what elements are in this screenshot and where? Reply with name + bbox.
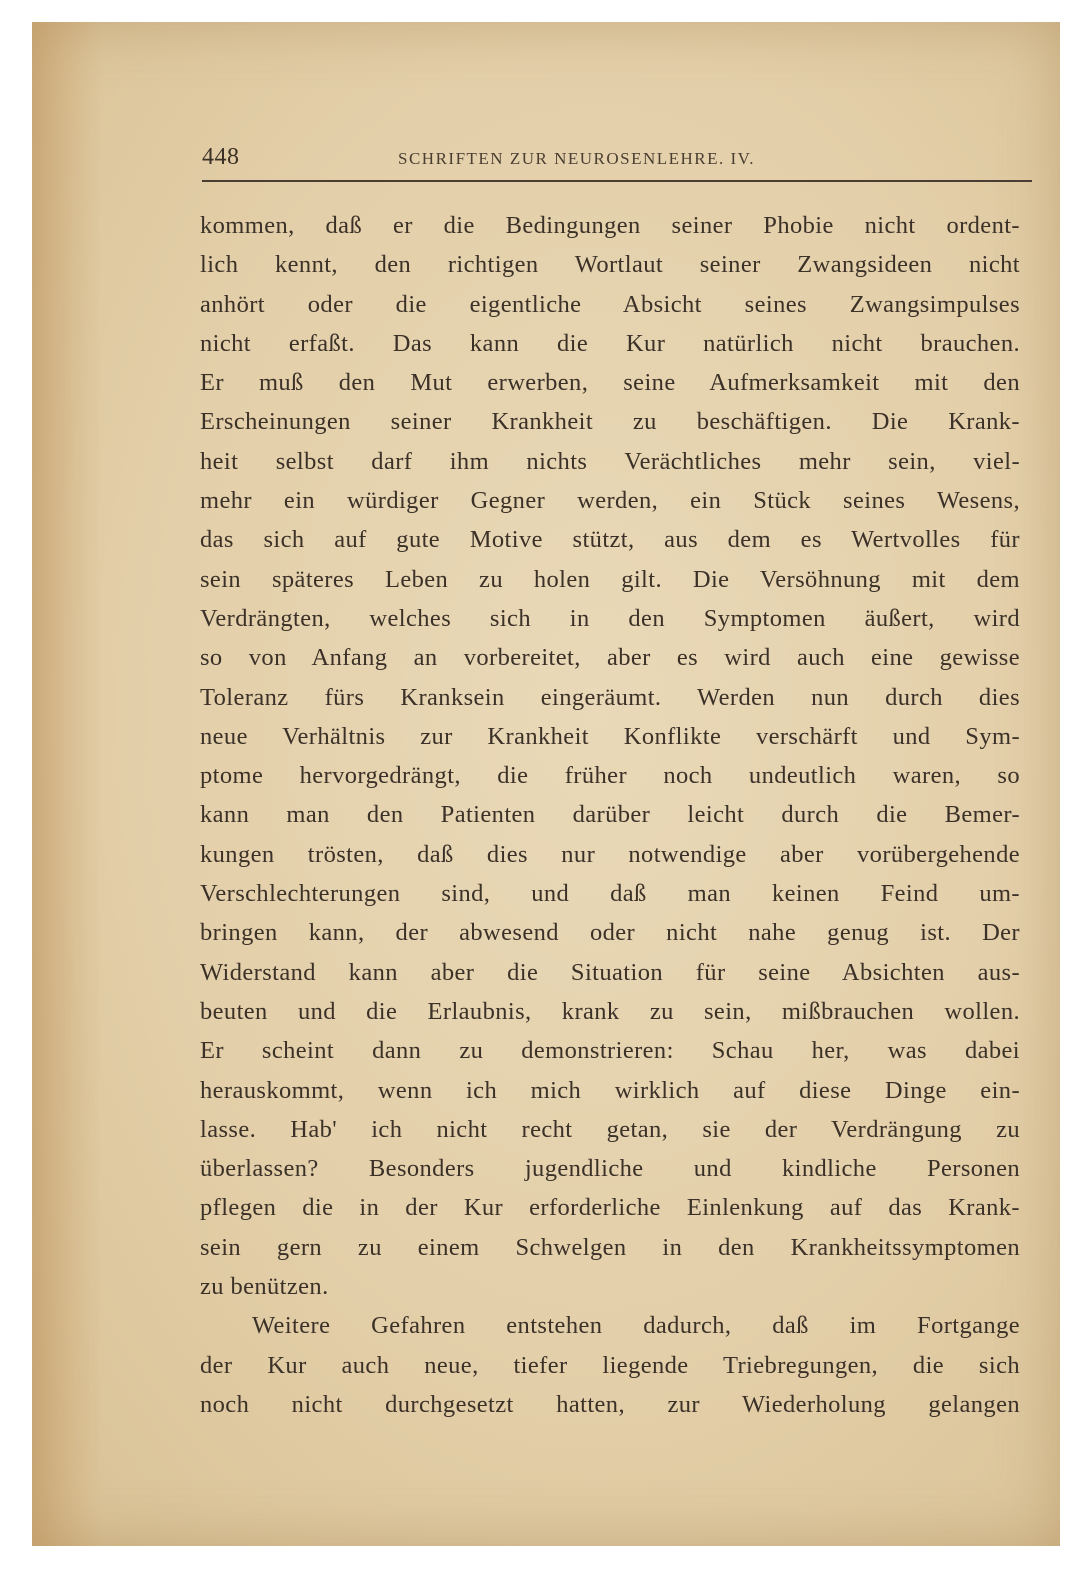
- text-line: sein späteres Leben zu holen gilt. Die Versöhnung mit dem: [200, 565, 1020, 593]
- text-line: das sich auf gute Motive stützt, aus dem es Wertvolles für: [200, 526, 1020, 554]
- text-line: Erscheinungen seiner Krankheit zu beschäftigen. Die Krank-: [200, 408, 1020, 436]
- text-line: anhört oder die eigentliche Absicht seines Zwangsimpulses: [200, 290, 1020, 318]
- text-line: nicht erfaßt. Das kann die Kur natürlich nicht brauchen.: [200, 329, 1020, 357]
- book-page: [32, 22, 1060, 1546]
- text-line: Toleranz fürs Kranksein eingeräumt. Werden nun durch dies: [200, 683, 1020, 711]
- text-line: Er scheint dann zu demonstrieren: Schau her, was dabei: [200, 1037, 1020, 1065]
- text-line: lasse. Hab' ich nicht recht getan, sie der Verdrängung zu: [200, 1115, 1020, 1143]
- text-line: beuten und die Erlaubnis, krank zu sein, mißbrauchen wollen.: [200, 997, 1020, 1025]
- text-line: überlassen? Besonders jugendliche und kindliche Personen: [200, 1155, 1020, 1183]
- text-line: lich kennt, den richtigen Wortlaut seiner Zwangsideen nicht: [200, 251, 1020, 279]
- text-line: mehr ein würdiger Gegner werden, ein Stück seines Wesens,: [200, 487, 1020, 515]
- text-line: Verschlechterungen sind, und daß man keinen Feind um-: [200, 880, 1020, 908]
- paragraph-end-line: zu benützen.: [200, 1273, 329, 1301]
- text-line: kommen, daß er die Bedingungen seiner Phobie nicht ordent-: [200, 212, 1020, 239]
- text-line: bringen kann, der abwesend oder nicht nahe genug ist. Der: [200, 919, 1020, 947]
- text-line: heit selbst darf ihm nichts Verächtliches mehr sein, viel-: [200, 447, 1020, 475]
- text-line: ptome hervorgedrängt, die früher noch undeutlich waren, so: [200, 762, 1020, 790]
- text-line: der Kur auch neue, tiefer liegende Triebregungen, die sich: [200, 1351, 1020, 1379]
- text-line: pflegen die in der Kur erforderliche Einlenkung auf das Krank-: [200, 1194, 1020, 1222]
- text-line: Verdrängten, welches sich in den Symptomen äußert, wird: [200, 604, 1020, 632]
- text-line: herauskommt, wenn ich mich wirklich auf diese Dinge ein-: [200, 1076, 1020, 1104]
- text-line: kungen trösten, daß dies nur notwendige aber vorübergehende: [200, 840, 1020, 868]
- running-header: [202, 144, 1032, 182]
- running-title: SCHRIFTEN ZUR NEUROSENLEHRE. IV.: [398, 149, 756, 168]
- text-line: kann man den Patienten darüber leicht durch die Bemer-: [200, 801, 1020, 829]
- text-line: noch nicht durchgesetzt hatten, zur Wiederholung gelangen: [200, 1390, 1020, 1418]
- paragraph-start-line: Weitere Gefahren entstehen dadurch, daß im Fortgange: [252, 1312, 1020, 1340]
- text-line: Er muß den Mut erwerben, seine Aufmerksamkeit mit den: [200, 369, 1020, 397]
- page-number: 448: [202, 144, 240, 170]
- text-line: so von Anfang an vorbereitet, aber es wird auch eine gewisse: [200, 644, 1020, 672]
- text-line: Widerstand kann aber die Situation für seine Absichten aus-: [200, 958, 1020, 986]
- body-text: [200, 206, 1020, 1424]
- text-line: neue Verhältnis zur Krankheit Konflikte verschärft und Sym-: [200, 722, 1020, 750]
- text-line: sein gern zu einem Schwelgen in den Krankheitssymptomen: [200, 1233, 1020, 1261]
